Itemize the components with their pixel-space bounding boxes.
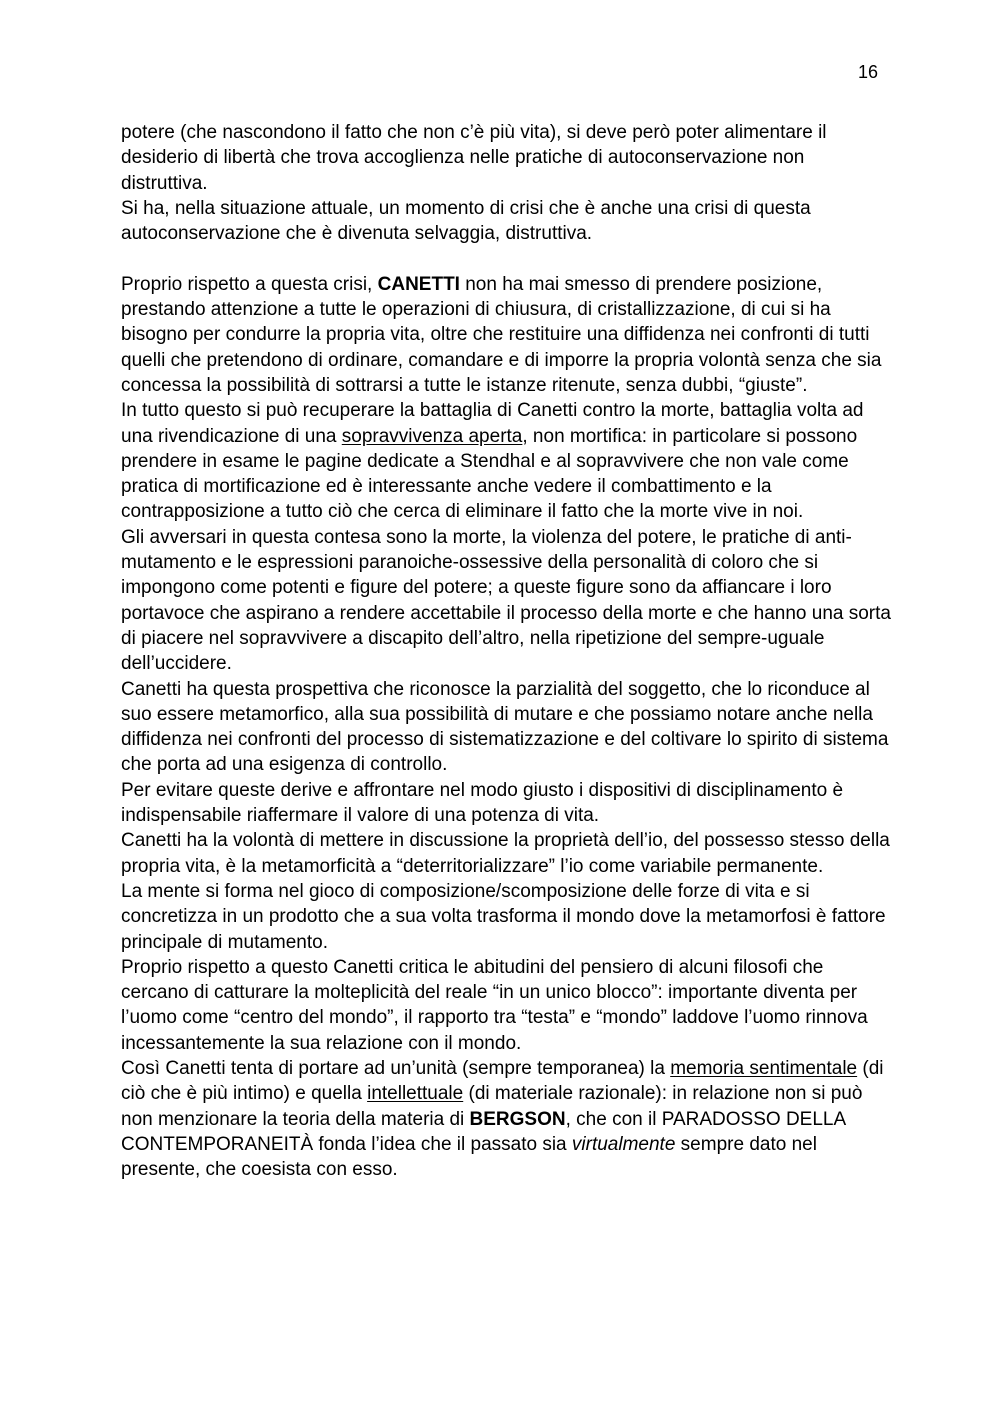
paragraph [121,196,891,247]
paragraph [121,828,891,879]
text-run: Gli avversari in questa contesa sono la morte, la violenza del potere, le pratiche di anti-mutamento e le espressioni paranoiche-ossessive della personalità di coloro che si impongono come potenti e figure del potere; a queste figure sono da affiancare i loro portavoce che aspirano a rendere accettabile il processo della morte e che hanno una sorta di piacere nel sopravvivere a discapito dell’altro, nella ripetizione del sempre-uguale dell’uccidere. [121,526,891,675]
body-text [121,120,891,1182]
paragraph [121,955,891,1056]
bold-text: BERGSON [469,1108,566,1130]
page-number: 16 [857,62,878,82]
paragraph [121,778,891,829]
text-run: potere (che nascondono il fatto che non c’è più vita), si deve però poter alimentare il desiderio di libertà che trova accoglienza nelle pratiche di autoconservazione non distruttiva. [121,122,827,194]
paragraph [121,398,891,524]
text-run: (di materiale razionale): in relazione non si può non menzionare la teoria della materia di [121,1083,863,1130]
text-run: In tutto questo si può recuperare la battaglia di Canetti contro la morte, battaglia volta ad una rivendicazione di una [121,400,864,447]
paragraph [121,525,891,677]
paragraph [121,1056,891,1182]
text-run: Proprio rispetto a questo Canetti critica le abitudini del pensiero di alcuni filosofi che cercano di catturare la molteplicità del reale “in un unico blocco”: importante diventa per l’uomo come “centro del mondo”, il rapporto tra “testa” e “mondo” laddove l’uomo rinnova incessantemente la sua relazione con il mondo. [121,956,868,1054]
underlined-text: memoria sentimentale [670,1057,858,1079]
paragraph [121,272,891,398]
paragraph [121,677,891,778]
text-run: , non mortifica: in particolare si possono prendere in esame le pagine dedicate a Stendhal e al sopravvivere che non vale come pratica di mortificazione ed è interessante anche vedere il combattimento e la contrapposizione a tutto ciò che cerca di eliminare il fatto che la morte vive in noi. [121,425,858,523]
text-run: Proprio rispetto a questa crisi, [121,273,378,295]
text-run: La mente si forma nel gioco di composizione/scomposizione delle forze di vita e si concretizza in un prodotto che a sua volta trasforma il mondo dove la metamorfosi è fattore principale di mutamento. [121,880,886,953]
underlined-text: sopravvivenza aperta [341,425,523,447]
text-run: Per evitare queste derive e affrontare nel modo giusto i dispositivi di disciplinamento è indispensabile riaffermare il valore di una potenza di vita. [121,779,844,827]
text-run: Canetti ha questa prospettiva che riconosce la parzialità del soggetto, che lo riconduce al suo essere metamorfico, alla sua possibilità di mutare e che possiamo notare anche nella diffidenza nei confronti del processo di sistematizzazione e del coltivare lo spirito di sistema che porta ad una esigenza di controllo. [121,678,889,776]
text-run: Canetti ha la volontà di mettere in discussione la proprietà dell’io, del possesso stesso della propria vita, è la metamorficità a “deterritorializzare” l’io come variabile permanente. [121,830,890,877]
text-run: non ha mai smesso di prendere posizione, prestando attenzione a tutte le operazioni di chiusura, di cristallizzazione, di cui si ha bisogno per condurre la propria vita, oltre che restituire una diffidenza nei confronti di tutti quelli che pretendono di ordinare, comandare e di imporre la propria volontà senza che sia concessa la possibilità di sottrarsi a tutte le istanze ritenute, senza dubbi, “giuste”. [121,273,882,396]
paragraph [121,120,891,196]
paragraph [121,879,891,955]
text-run: sempre dato nel presente, che coesista con esso. [121,1133,817,1181]
bold-text: CANETTI [377,273,460,295]
italic-text: virtualmente [571,1133,676,1155]
text-run: , che con il PARADOSSO DELLA CONTEMPORANEITÀ fonda l’idea che il passato sia [121,1108,846,1155]
text-run: Si ha, nella situazione attuale, un momento di crisi che è anche una crisi di questa autoconservazione che è divenuta selvaggia, distruttiva. [121,197,811,245]
text-run: Così Canetti tenta di portare ad un’unità (sempre temporanea) la [121,1057,671,1079]
text-run: (di ciò che è più intimo) e quella [121,1057,884,1105]
underlined-text: intellettuale [367,1083,464,1105]
